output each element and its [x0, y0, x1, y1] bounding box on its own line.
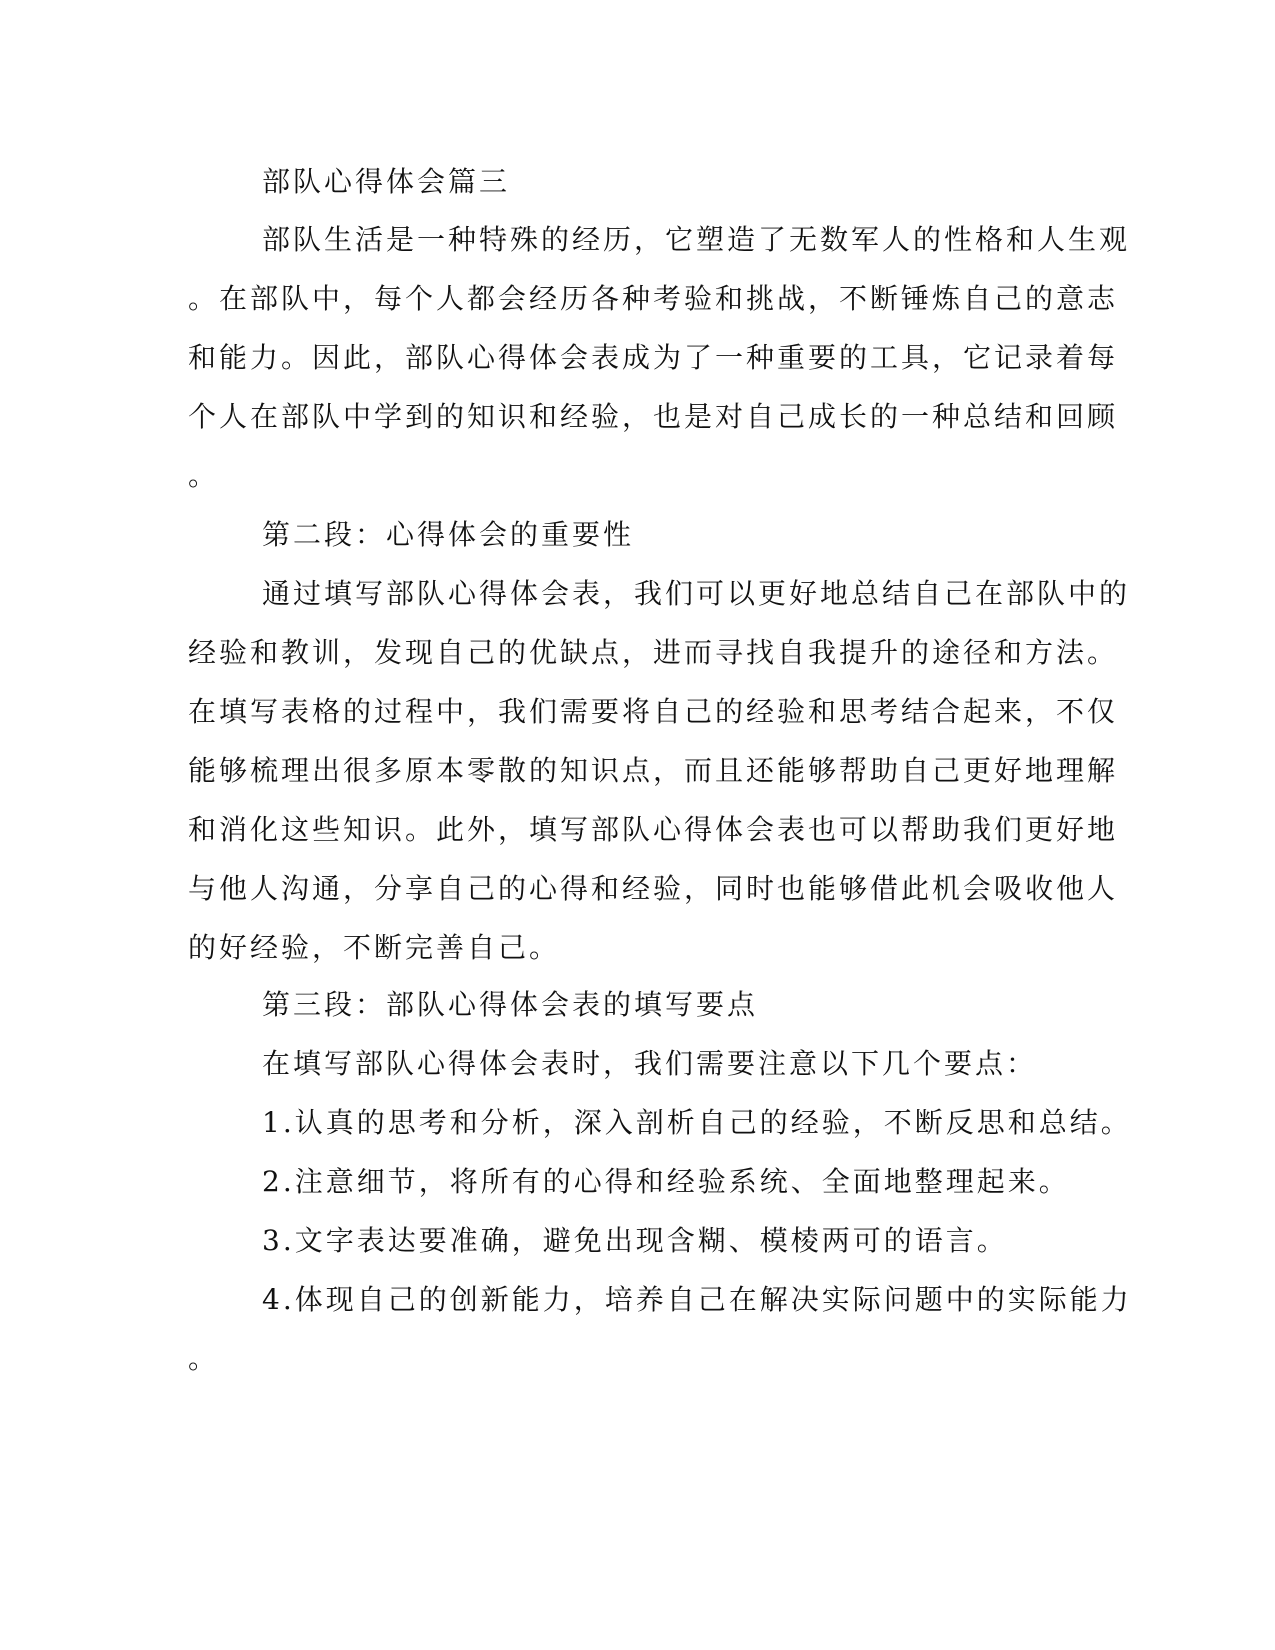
intro-line-4: 个人在部队中学到的知识和经验，也是对自己成长的一种总结和回顾	[188, 400, 1119, 433]
section2-line-1: 通过填写部队心得体会表，我们可以更好地总结自己在部队中的	[262, 577, 1131, 610]
point-3: 3.文字表达要准确，避免出现含糊、模棱两可的语言。	[262, 1224, 1008, 1257]
section2-line-3: 在填写表格的过程中，我们需要将自己的经验和思考结合起来，不仅	[188, 695, 1119, 728]
section2-line-2: 经验和教训，发现自己的优缺点，进而寻找自我提升的途径和方法。	[188, 636, 1119, 669]
point-2: 2.注意细节，将所有的心得和经验系统、全面地整理起来。	[262, 1165, 1070, 1198]
intro-line-2: 。在部队中，每个人都会经历各种考验和挑战，不断锤炼自己的意志	[188, 282, 1119, 315]
section2-line-5: 和消化这些知识。此外，填写部队心得体会表也可以帮助我们更好地	[188, 813, 1119, 846]
intro-line-1: 部队生活是一种特殊的经历，它塑造了无数军人的性格和人生观	[262, 223, 1131, 256]
intro-line-3: 和能力。因此，部队心得体会表成为了一种重要的工具，它记录着每	[188, 341, 1119, 374]
point-4-tail: 。	[188, 1342, 220, 1375]
section2-line-6: 与他人沟通，分享自己的心得和经验，同时也能够借此机会吸收他人	[188, 872, 1119, 905]
section3-heading: 第三段：部队心得体会表的填写要点	[262, 988, 759, 1021]
section3-intro: 在填写部队心得体会表时，我们需要注意以下几个要点：	[262, 1047, 1038, 1080]
section2-line-4: 能够梳理出很多原本零散的知识点，而且还能够帮助自己更好地理解	[188, 754, 1119, 787]
document-title: 部队心得体会篇三	[262, 165, 511, 198]
section2-heading: 第二段：心得体会的重要性	[262, 518, 635, 551]
point-4: 4.体现自己的创新能力，培养自己在解决实际问题中的实际能力	[262, 1283, 1132, 1316]
section2-line-7: 的好经验，不断完善自己。	[188, 931, 561, 964]
point-1: 1.认真的思考和分析，深入剖析自己的经验，不断反思和总结。	[262, 1106, 1132, 1139]
intro-line-5: 。	[188, 459, 220, 492]
